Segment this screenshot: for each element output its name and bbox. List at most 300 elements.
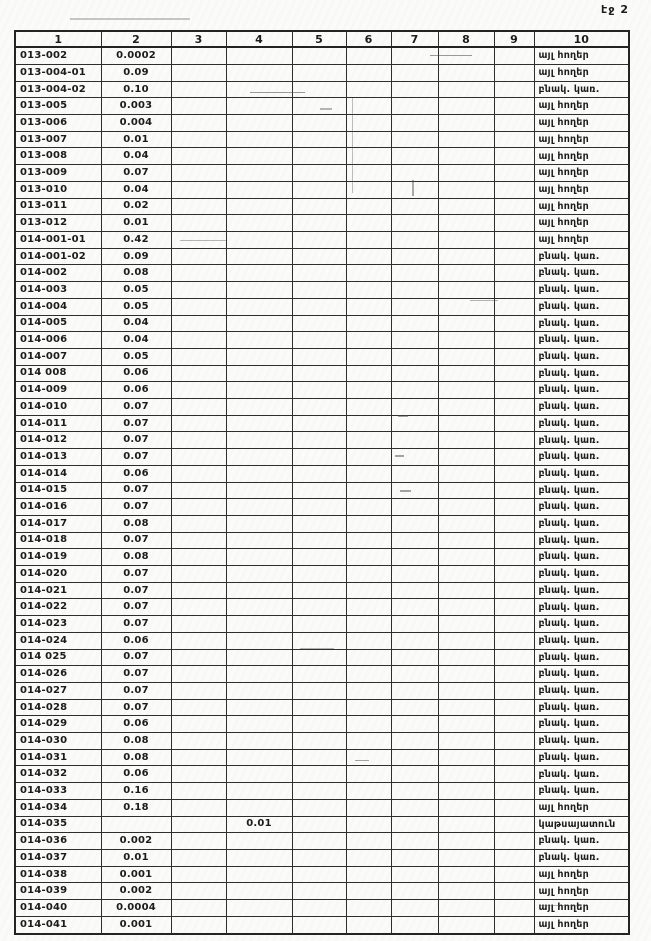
empty-cell [226,733,292,750]
empty-cell [171,64,226,81]
empty-cell [292,749,346,766]
empty-cell [438,799,494,816]
empty-cell [346,415,391,432]
area-value-cell: 0.0004 [101,900,171,917]
empty-cell [391,716,438,733]
area-value-cell: 0.08 [101,733,171,750]
land-use-cell: բնակ. կառ. [534,716,629,733]
empty-cell [171,716,226,733]
empty-cell [226,482,292,499]
empty-cell [391,515,438,532]
area-value-cell: 0.002 [101,883,171,900]
empty-cell [346,382,391,399]
table-row [15,733,629,750]
empty-cell [292,449,346,466]
empty-cell [346,816,391,833]
land-use-cell: այլ հողեր [534,866,629,883]
empty-cell [346,766,391,783]
empty-cell [171,833,226,850]
empty-cell [346,215,391,232]
empty-cell [391,399,438,416]
empty-cell [494,599,534,616]
empty-cell [292,816,346,833]
area-value-cell: 0.04 [101,148,171,165]
empty-cell [391,148,438,165]
empty-cell [226,231,292,248]
land-use-cell: բնակ. կառ. [534,382,629,399]
empty-cell [391,699,438,716]
area-value-cell: 0.07 [101,499,171,516]
parcel-code-cell: 014-039 [15,883,101,900]
empty-cell [226,666,292,683]
empty-cell [391,866,438,883]
parcel-code-cell: 014-004 [15,298,101,315]
empty-cell [391,883,438,900]
parcel-code-cell: 014-020 [15,566,101,583]
empty-cell [226,115,292,132]
empty-cell [438,131,494,148]
empty-cell [292,766,346,783]
table-row [15,682,629,699]
land-use-cell: բնակ. կառ. [534,365,629,382]
table-row [15,616,629,633]
empty-cell [438,916,494,934]
parcel-code-cell: 014-014 [15,465,101,482]
area-value-cell: 0.07 [101,432,171,449]
empty-cell [438,499,494,516]
table-row [15,699,629,716]
empty-cell [438,382,494,399]
table-row [15,415,629,432]
land-use-cell: բնակ. կառ. [534,499,629,516]
empty-cell [438,866,494,883]
parcel-code-cell: 013-007 [15,131,101,148]
empty-cell [391,482,438,499]
land-use-cell: այլ հողեր [534,64,629,81]
parcel-code-cell: 014-022 [15,599,101,616]
empty-cell [494,198,534,215]
empty-cell [438,816,494,833]
table-row [15,98,629,115]
empty-cell [391,115,438,132]
empty-cell [292,549,346,566]
empty-cell [494,850,534,867]
empty-cell [226,248,292,265]
area-value-cell: 0.06 [101,382,171,399]
table-row [15,131,629,148]
parcel-code-cell: 014-010 [15,399,101,416]
empty-cell [346,566,391,583]
empty-cell [226,465,292,482]
land-use-cell: բնակ. կառ. [534,298,629,315]
area-value-cell: 0.04 [101,332,171,349]
empty-cell [391,282,438,299]
empty-cell [494,699,534,716]
empty-cell [438,64,494,81]
land-use-cell: բնակ. կառ. [534,666,629,683]
land-use-cell: բնակ. կառ. [534,682,629,699]
table-row [15,465,629,482]
area-value-cell [101,816,171,833]
empty-cell [346,883,391,900]
parcel-code-cell: 014-021 [15,582,101,599]
empty-cell [292,666,346,683]
empty-cell [292,298,346,315]
area-value-cell: 0.003 [101,98,171,115]
empty-cell [346,733,391,750]
empty-cell [346,682,391,699]
empty-cell [226,833,292,850]
empty-cell [171,733,226,750]
empty-cell [494,682,534,699]
empty-cell [171,900,226,917]
empty-cell [391,566,438,583]
empty-cell [391,499,438,516]
empty-cell [346,549,391,566]
table-row [15,582,629,599]
parcel-code-cell: 014-009 [15,382,101,399]
empty-cell [494,449,534,466]
parcel-code-cell: 014-038 [15,866,101,883]
land-use-cell: բնակ. կառ. [534,699,629,716]
empty-cell [171,465,226,482]
area-value-cell: 0.10 [101,81,171,98]
empty-cell [438,766,494,783]
parcel-code-cell: 014 025 [15,649,101,666]
area-value-cell: 0.07 [101,566,171,583]
empty-cell [494,64,534,81]
table-row [15,766,629,783]
empty-cell [391,733,438,750]
table-row [15,499,629,516]
empty-cell [438,315,494,332]
empty-cell [494,98,534,115]
empty-cell [346,649,391,666]
empty-cell [391,98,438,115]
empty-cell [438,549,494,566]
empty-cell [346,47,391,64]
empty-cell [494,816,534,833]
land-use-cell: բնակ. կառ. [534,465,629,482]
parcel-code-cell: 014-032 [15,766,101,783]
empty-cell [226,332,292,349]
land-use-cell: այլ հողեր [534,198,629,215]
parcel-code-cell: 014-037 [15,850,101,867]
table-row [15,799,629,816]
empty-cell [171,298,226,315]
empty-cell [438,699,494,716]
empty-cell [292,365,346,382]
land-use-cell: բնակ. կառ. [534,649,629,666]
area-value-cell: 0.04 [101,315,171,332]
empty-cell [292,64,346,81]
empty-cell [226,265,292,282]
empty-cell [438,599,494,616]
table-row [15,532,629,549]
land-use-cell: բնակ. կառ. [534,415,629,432]
land-use-cell: բնակ. կառ. [534,265,629,282]
empty-cell [171,98,226,115]
area-value-cell: 0.05 [101,348,171,365]
empty-cell [494,582,534,599]
empty-cell [346,916,391,934]
column-header-10: 10 [534,31,629,47]
empty-cell [391,666,438,683]
empty-cell [438,783,494,800]
empty-cell [346,98,391,115]
area-value-cell: 0.08 [101,549,171,566]
empty-cell [438,649,494,666]
area-value-cell: 0.04 [101,181,171,198]
area-value-cell: 0.06 [101,465,171,482]
table-row [15,649,629,666]
empty-cell [494,131,534,148]
empty-cell [494,766,534,783]
empty-cell [346,181,391,198]
empty-cell [438,733,494,750]
empty-cell [438,900,494,917]
empty-cell [391,766,438,783]
empty-cell [346,81,391,98]
empty-cell [226,298,292,315]
empty-cell [438,282,494,299]
empty-cell [438,465,494,482]
empty-cell [391,231,438,248]
empty-cell [226,415,292,432]
empty-cell [391,799,438,816]
area-value-cell: 0.08 [101,749,171,766]
empty-cell [494,632,534,649]
empty-cell [226,783,292,800]
land-use-cell: այլ հողեր [534,165,629,182]
parcel-code-cell: 014-018 [15,532,101,549]
empty-cell [226,616,292,633]
empty-cell [226,582,292,599]
land-use-cell: բնակ. կառ. [534,549,629,566]
empty-cell [171,148,226,165]
empty-cell [391,749,438,766]
parcel-code-cell: 014 008 [15,365,101,382]
empty-cell [171,616,226,633]
land-use-cell: բնակ. կառ. [534,582,629,599]
empty-cell [438,449,494,466]
table-row [15,47,629,64]
parcel-code-cell: 014-007 [15,348,101,365]
empty-cell [292,866,346,883]
empty-cell [171,265,226,282]
area-value-cell: 0.18 [101,799,171,816]
parcel-code-cell: 014-029 [15,716,101,733]
parcel-code-cell: 013-004-02 [15,81,101,98]
empty-cell [391,248,438,265]
parcel-code-cell: 013-009 [15,165,101,182]
empty-cell [391,81,438,98]
table-row [15,783,629,800]
empty-cell [292,248,346,265]
empty-cell [494,749,534,766]
land-use-cell: այլ հողեր [534,47,629,64]
land-use-cell: բնակ. կառ. [534,81,629,98]
empty-cell [391,833,438,850]
empty-cell [346,198,391,215]
empty-cell [391,432,438,449]
empty-cell: 0.01 [226,816,292,833]
empty-cell [391,783,438,800]
empty-cell [226,850,292,867]
empty-cell [438,348,494,365]
empty-cell [226,866,292,883]
empty-cell [346,515,391,532]
empty-cell [171,599,226,616]
empty-cell [171,766,226,783]
table-row [15,816,629,833]
empty-cell [292,883,346,900]
land-use-cell: բնակ. կառ. [534,348,629,365]
empty-cell [292,265,346,282]
empty-cell [226,449,292,466]
land-use-cell: այլ հողեր [534,115,629,132]
empty-cell [226,282,292,299]
empty-cell [346,399,391,416]
empty-cell [292,47,346,64]
empty-cell [292,783,346,800]
empty-cell [226,81,292,98]
empty-cell [438,198,494,215]
empty-cell [494,399,534,416]
empty-cell [391,900,438,917]
empty-cell [292,348,346,365]
table-row [15,549,629,566]
empty-cell [171,332,226,349]
empty-cell [391,215,438,232]
land-use-cell: բնակ. կառ. [534,515,629,532]
empty-cell [292,415,346,432]
area-value-cell: 0.07 [101,699,171,716]
area-value-cell: 0.0002 [101,47,171,64]
empty-cell [292,198,346,215]
empty-cell [494,866,534,883]
empty-cell [494,916,534,934]
empty-cell [494,716,534,733]
land-use-cell: այլ հողեր [534,900,629,917]
land-use-cell: այլ հողեր [534,231,629,248]
table-row [15,315,629,332]
empty-cell [391,165,438,182]
empty-cell [226,900,292,917]
empty-cell [391,332,438,349]
empty-cell [292,131,346,148]
empty-cell [171,749,226,766]
area-value-cell: 0.06 [101,365,171,382]
empty-cell [438,582,494,599]
empty-cell [494,883,534,900]
parcel-code-cell: 013-002 [15,47,101,64]
land-parcel-table [14,30,630,935]
empty-cell [494,115,534,132]
empty-cell [438,81,494,98]
empty-cell [346,248,391,265]
table-row [15,248,629,265]
empty-cell [438,98,494,115]
empty-cell [391,348,438,365]
empty-cell [391,47,438,64]
area-value-cell: 0.07 [101,532,171,549]
empty-cell [494,833,534,850]
empty-cell [292,599,346,616]
empty-cell [171,282,226,299]
empty-cell [494,432,534,449]
empty-cell [494,799,534,816]
column-header-3: 3 [171,31,226,47]
parcel-code-cell: 014-019 [15,549,101,566]
empty-cell [494,148,534,165]
empty-cell [226,215,292,232]
empty-cell [292,482,346,499]
empty-cell [438,47,494,64]
empty-cell [292,532,346,549]
empty-cell [391,599,438,616]
empty-cell [226,749,292,766]
area-value-cell: 0.09 [101,248,171,265]
empty-cell [391,64,438,81]
empty-cell [171,632,226,649]
empty-cell [346,282,391,299]
empty-cell [346,783,391,800]
land-use-cell: բնակ. կառ. [534,733,629,750]
land-use-cell: բնակ. կառ. [534,315,629,332]
empty-cell [226,532,292,549]
column-header-8: 8 [438,31,494,47]
empty-cell [346,850,391,867]
empty-cell [494,499,534,516]
table-header-row [15,31,629,47]
empty-cell [494,566,534,583]
empty-cell [438,332,494,349]
area-value-cell: 0.02 [101,198,171,215]
empty-cell [391,465,438,482]
empty-cell [292,716,346,733]
empty-cell [292,382,346,399]
land-use-cell: այլ հողեր [534,799,629,816]
empty-cell [438,399,494,416]
empty-cell [438,482,494,499]
table-row [15,231,629,248]
table-row [15,81,629,98]
area-value-cell: 0.001 [101,866,171,883]
empty-cell [346,298,391,315]
empty-cell [171,81,226,98]
area-value-cell: 0.07 [101,682,171,699]
empty-cell [226,499,292,516]
empty-cell [438,265,494,282]
parcel-code-cell: 013-004-01 [15,64,101,81]
parcel-code-cell: 014-030 [15,733,101,750]
empty-cell [346,148,391,165]
empty-cell [292,566,346,583]
empty-cell [171,850,226,867]
area-value-cell: 0.07 [101,449,171,466]
empty-cell [171,198,226,215]
table-row [15,866,629,883]
area-value-cell: 0.07 [101,482,171,499]
parcel-code-cell: 014-001-01 [15,231,101,248]
empty-cell [346,265,391,282]
empty-cell [494,265,534,282]
parcel-code-cell: 014-027 [15,682,101,699]
area-value-cell: 0.01 [101,215,171,232]
empty-cell [494,315,534,332]
parcel-code-cell: 014-035 [15,816,101,833]
